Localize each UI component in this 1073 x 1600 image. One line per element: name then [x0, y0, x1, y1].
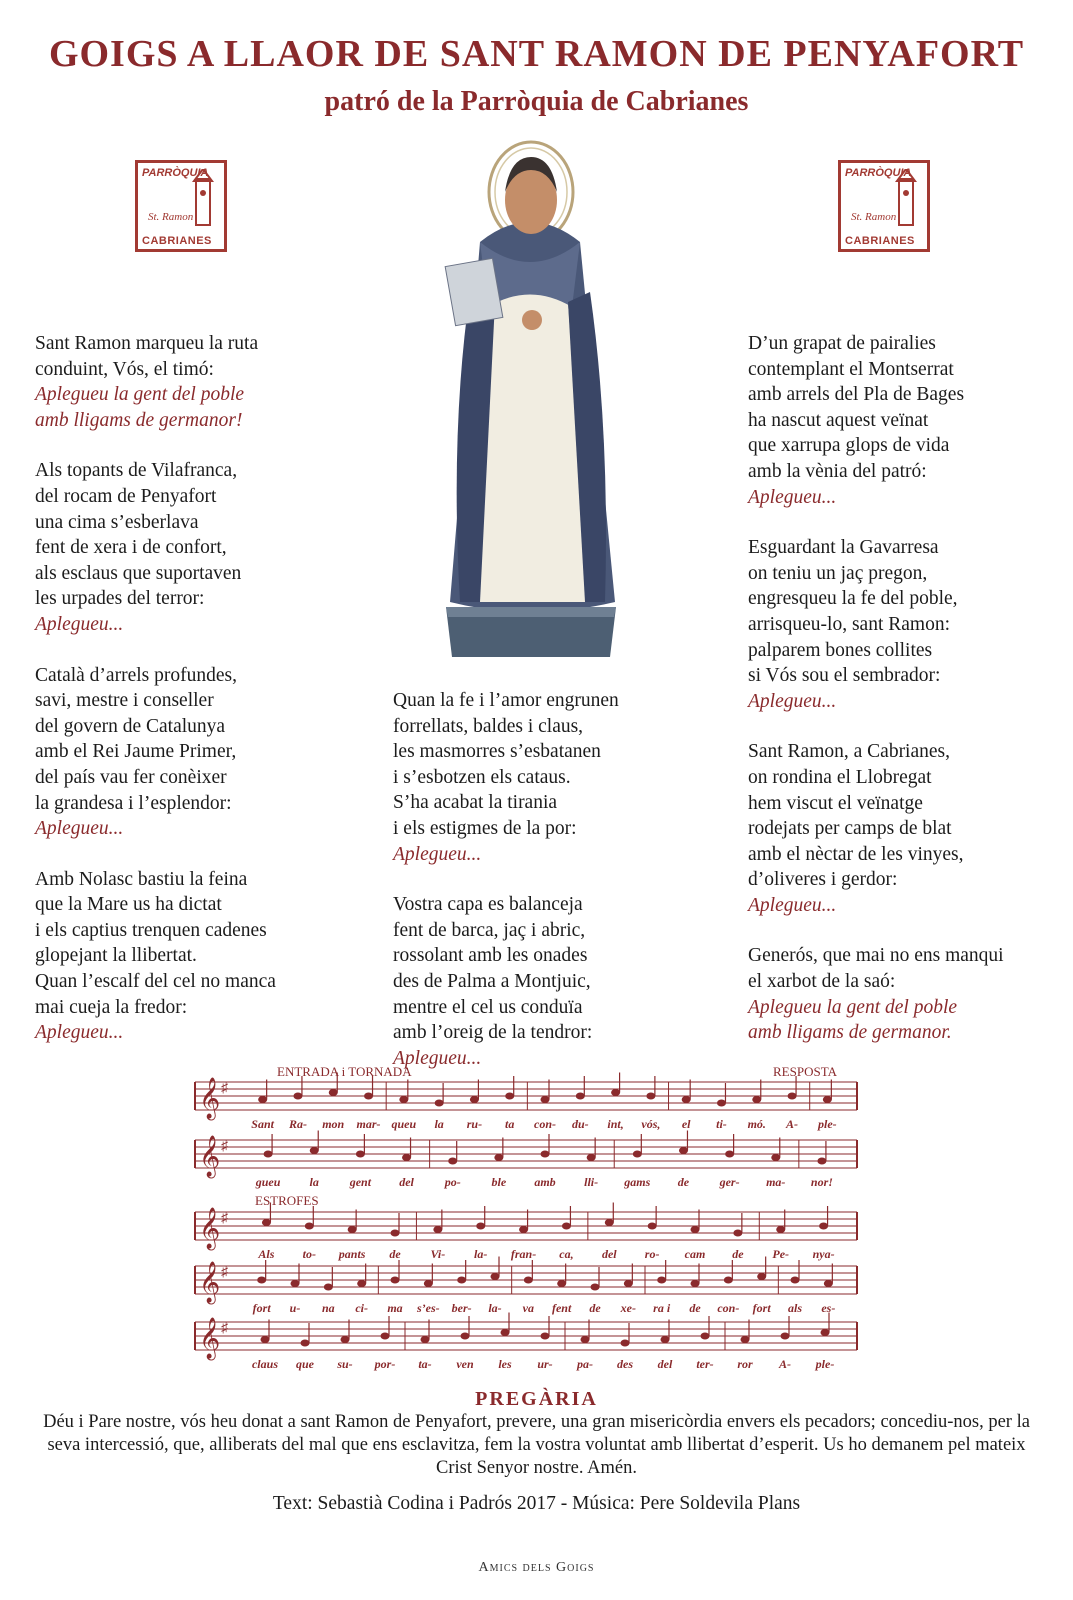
stanza [748, 535, 1058, 714]
stanza [35, 458, 365, 637]
refrain-line: Aplegueu... [35, 613, 124, 635]
lyric-syllable: que [296, 1357, 314, 1371]
note-head [757, 1273, 766, 1280]
lyric-syllable: ti- [716, 1117, 727, 1131]
note-head [776, 1226, 785, 1233]
verse-line: conduint, Vós, el timó: [35, 358, 214, 380]
note-head [293, 1093, 302, 1100]
refrain-line: Aplegueu... [393, 843, 482, 865]
note-head [519, 1226, 528, 1233]
key-sharp-icon: ♯ [221, 1321, 228, 1336]
note-head [752, 1096, 761, 1103]
lyric-syllable: s’es- [416, 1301, 440, 1315]
note-head [341, 1336, 350, 1343]
note-head [470, 1096, 479, 1103]
verse-line: del país vau fer conèixer [35, 766, 227, 788]
refrain-line: amb lligams de germanor. [748, 1022, 952, 1044]
lyric-syllable: ble [491, 1175, 507, 1189]
treble-clef-icon: 𝄞 [199, 1208, 221, 1248]
lyric-syllable: ta- [418, 1357, 432, 1371]
refrain-line: Aplegueu la gent del poble [35, 384, 245, 406]
lyric-syllable: pa- [577, 1357, 593, 1371]
lyric-syllable: to- [302, 1247, 316, 1261]
verse-line: d’oliveres i gerdor: [748, 869, 898, 891]
note-head [819, 1223, 828, 1230]
lyric-syllable: es- [821, 1301, 836, 1315]
note-head [823, 1096, 832, 1103]
verse-line: amb el nèctar de les vinyes, [748, 843, 964, 865]
note-head [624, 1280, 633, 1287]
lyric-syllable: int, [607, 1117, 624, 1131]
refrain-line: Aplegueu... [748, 486, 837, 508]
note-head [457, 1277, 466, 1284]
verse-line: glopejant la llibertat. [35, 945, 197, 967]
note-head [448, 1158, 457, 1165]
verse-line: i s’esbotzen els cataus. [393, 766, 571, 788]
lyric-syllable: del [601, 1247, 617, 1261]
saint-statue-image [440, 132, 620, 662]
note-head [357, 1280, 366, 1287]
lyric-syllable: su- [337, 1357, 353, 1371]
lyric-syllable: con- [534, 1117, 556, 1131]
note-head [494, 1154, 503, 1161]
verse-line: Generós, que mai no ens manqui [748, 945, 1004, 967]
stanza [393, 688, 693, 867]
note-head [691, 1280, 700, 1287]
verse-line: forrellats, baldes i claus, [393, 715, 584, 737]
note-head [646, 1093, 655, 1100]
verse-line: amb la vènia del patró: [748, 460, 927, 482]
note-head [461, 1333, 470, 1340]
verse-line: mentre el cel us conduïa [393, 996, 583, 1018]
stamp-middle-text: St. Ramon [851, 211, 897, 223]
verse-line: on rondina el Llobregat [748, 766, 932, 788]
verse-line: una cima s’esberlava [35, 511, 199, 533]
note-head [587, 1154, 596, 1161]
lyric-syllable: la [309, 1175, 319, 1189]
key-sharp-icon: ♯ [221, 1265, 228, 1280]
lyric-syllable: mó. [747, 1117, 766, 1131]
note-head [324, 1284, 333, 1291]
lyric-syllable: ci- [355, 1301, 368, 1315]
verse-line: les masmorres s’esbatanen [393, 741, 601, 763]
note-head [725, 1151, 734, 1158]
note-head [262, 1219, 271, 1226]
lyric-syllable: po- [444, 1175, 461, 1189]
note-head [261, 1336, 270, 1343]
verse-line: Català d’arrels profundes, [35, 664, 237, 686]
note-head [661, 1336, 670, 1343]
note-head [305, 1223, 314, 1230]
note-head [576, 1093, 585, 1100]
note-head [817, 1158, 826, 1165]
verses-column-middle [393, 688, 693, 1096]
note-head [824, 1280, 833, 1287]
verse-line: contemplant el Montserrat [748, 358, 954, 380]
score-label-resposta: RESPOSTA [773, 1064, 837, 1079]
verse-line: del govern de Catalunya [35, 715, 226, 737]
note-head [435, 1100, 444, 1107]
lyric-syllable: ur- [537, 1357, 553, 1371]
lyric-syllable: des [617, 1357, 633, 1371]
refrain-line: Aplegueu... [748, 894, 837, 916]
note-head [791, 1277, 800, 1284]
note-head [356, 1151, 365, 1158]
stanza [748, 331, 1058, 510]
note-head [724, 1277, 733, 1284]
note-head [391, 1277, 400, 1284]
verse-line: i els estigmes de la por: [393, 817, 577, 839]
lyric-syllable: ta [505, 1117, 515, 1131]
score-label-estrofes: ESTROFES [255, 1193, 319, 1208]
lyric-syllable: de [389, 1247, 401, 1261]
note-head [633, 1151, 642, 1158]
music-score [185, 1060, 865, 1380]
note-head [821, 1329, 830, 1336]
note-head [541, 1096, 550, 1103]
verse-line: que la Mare us ha dictat [35, 894, 222, 916]
note-head [611, 1089, 620, 1096]
lyric-syllable: ma- [766, 1175, 786, 1189]
verse-line: i els captius trenquen cadenes [35, 919, 267, 941]
note-head [682, 1096, 691, 1103]
credits: Text: Sebastià Codina i Padrós 2017 - Música: Pere Soldevila Plans [272, 1493, 801, 1514]
lyric-syllable: de [589, 1301, 601, 1315]
lyric-syllable: les [498, 1357, 512, 1371]
lyric-syllable: Vi- [430, 1247, 446, 1261]
signature: Amics dels Goigs [478, 1560, 595, 1575]
stanza [35, 867, 365, 1046]
lyric-syllable: Ra- [288, 1117, 307, 1131]
stamp-top-text: PARRÒQUIA [142, 167, 209, 179]
lyric-syllable: gams [624, 1175, 651, 1189]
verse-line: amb el Rei Jaume Primer, [35, 741, 237, 763]
note-head [433, 1226, 442, 1233]
lyric-syllable: queu [391, 1117, 417, 1131]
verse-line: rodejats per camps de blat [748, 818, 952, 840]
score-label-entrada: ENTRADA i TORNADA [277, 1064, 412, 1079]
lyric-syllable: u- [289, 1301, 301, 1315]
note-head [648, 1223, 657, 1230]
note-head [348, 1226, 357, 1233]
lyric-syllable: ca, [559, 1247, 574, 1261]
lyric-syllable: ror [737, 1357, 753, 1371]
verse-line: on teniu un jaç pregon, [748, 562, 928, 584]
verse-line: del rocam de Penyafort [35, 485, 217, 507]
note-head [771, 1154, 780, 1161]
prayer-title: PREGÀRIA [475, 1388, 598, 1410]
note-head [421, 1336, 430, 1343]
note-head [364, 1093, 373, 1100]
lyric-syllable: du- [571, 1117, 589, 1131]
verse-line: des de Palma a Montjuic, [393, 970, 591, 992]
verse-line: ha nascut aquest veïnat [748, 409, 929, 431]
verse-line: D’un grapat de pairalies [748, 333, 936, 354]
lyric-syllable: claus [251, 1357, 279, 1371]
note-head [605, 1219, 614, 1226]
note-head [541, 1333, 550, 1340]
lyric-syllable: gueu [255, 1175, 281, 1189]
verse-line: S’ha acabat la tirania [393, 792, 558, 814]
refrain-line: Aplegueu... [748, 690, 837, 712]
note-head [717, 1100, 726, 1107]
lyric-syllable: Sant [251, 1117, 274, 1131]
verse-line: als esclaus que suportaven [35, 562, 242, 584]
note-head [264, 1151, 273, 1158]
refrain-line: amb lligams de germanor! [35, 409, 243, 431]
key-sharp-icon: ♯ [221, 1139, 228, 1154]
note-head [562, 1223, 571, 1230]
prayer-text: Déu i Pare nostre, vós heu donat a sant Ramon de Penyafort, prevere, una gran misericòrdia envers els pecadors; concediu-nos, per la seva intercessió, que, alliberats del mal que ens esclavitza, fem la vostra voluntat amb llibertat d’esperit. Us ho demanem pel mateix Crist Senyor nostre. Amén. [43, 1412, 1030, 1478]
lyric-syllable: Als [258, 1247, 275, 1261]
verse-line: Sant Ramon marqueu la ruta [35, 333, 259, 354]
verse-line: hem viscut el veïnatge [748, 792, 923, 814]
note-head [701, 1333, 710, 1340]
verse-line: el xarbot de la saó: [748, 971, 896, 993]
verse-line: Vostra capa es balanceja [393, 894, 583, 916]
treble-clef-icon: 𝄞 [199, 1078, 221, 1118]
note-head [741, 1336, 750, 1343]
verse-line: les urpades del terror: [35, 588, 205, 610]
note-head [505, 1093, 514, 1100]
lyric-syllable: de [677, 1175, 690, 1189]
lyric-syllable: mar- [356, 1117, 381, 1131]
verses-column-right [748, 331, 1058, 1071]
lyric-syllable: con- [717, 1301, 740, 1315]
verse-line: arrisqueu-lo, sant Ramon: [748, 613, 950, 635]
lyric-syllable: ger- [719, 1175, 740, 1189]
page-subtitle: patró de la Parròquia de Cabrianes [324, 86, 749, 117]
lyric-syllable: ter- [696, 1357, 714, 1371]
stamp-top-text: PARRÒQUIA [845, 167, 912, 179]
note-head [788, 1093, 797, 1100]
note-head [581, 1336, 590, 1343]
lyric-syllable: gent [349, 1175, 372, 1189]
lyric-syllable: pants [338, 1247, 366, 1261]
verse-line: palparem bones collites [748, 639, 933, 661]
verses-column-left [35, 331, 365, 1071]
lyric-syllable: als [787, 1301, 803, 1315]
note-head [657, 1277, 666, 1284]
verse-line: engresqueu la fe del poble, [748, 588, 958, 610]
note-head [402, 1154, 411, 1161]
verse-line: Quan l’escalf del cel no manca [35, 971, 276, 993]
lyric-syllable: fran- [510, 1247, 537, 1261]
stanza [748, 739, 1058, 918]
parish-stamp-left [135, 160, 227, 252]
verse-line: si Vós sou el sembrador: [748, 665, 941, 687]
verse-line: Esguardant la Gavarresa [748, 537, 939, 559]
note-head [301, 1340, 310, 1347]
treble-clef-icon: 𝄞 [199, 1318, 221, 1358]
lyric-syllable: ven [456, 1357, 474, 1371]
key-sharp-icon: ♯ [221, 1211, 228, 1226]
verse-line: la grandesa i l’esplendor: [35, 792, 232, 814]
note-head [258, 1096, 267, 1103]
lyric-syllable: mon [322, 1117, 345, 1131]
note-head [381, 1333, 390, 1340]
lyric-syllable: el [681, 1117, 691, 1131]
lyric-syllable: del [399, 1175, 414, 1189]
note-head [557, 1280, 566, 1287]
stamp-middle-text: St. Ramon [148, 211, 194, 223]
lyric-syllable: ple- [815, 1357, 835, 1371]
verse-line: mai cueja la fredor: [35, 996, 188, 1018]
treble-clef-icon: 𝄞 [199, 1136, 221, 1176]
lyric-syllable: nor! [810, 1175, 833, 1189]
refrain-line: Aplegueu... [393, 1047, 482, 1069]
lyric-syllable: A- [786, 1117, 799, 1131]
lyric-syllable: ple- [818, 1117, 837, 1131]
verse-line: que xarrupa glops de vida [748, 435, 950, 457]
note-head [524, 1277, 533, 1284]
lyric-syllable: Pe- [772, 1247, 790, 1261]
stanza [748, 943, 1058, 1045]
note-head [476, 1223, 485, 1230]
verse-line: savi, mestre i conseller [35, 690, 214, 712]
verse-line: Amb Nolasc bastiu la feina [35, 868, 248, 890]
lyric-syllable: ru- [466, 1117, 483, 1131]
lyric-syllable: lli- [584, 1175, 599, 1189]
lyric-syllable: na [321, 1301, 335, 1315]
lyric-syllable: la- [474, 1247, 488, 1261]
stanza [35, 663, 365, 842]
lyric-syllable: amb [534, 1175, 556, 1189]
lyric-syllable: ra i [653, 1301, 671, 1315]
verse-line: fent de xera i de confort, [35, 537, 227, 559]
verse-line: amb arrels del Pla de Bages [748, 384, 965, 406]
note-head [733, 1230, 742, 1237]
stamp-bottom-text: CABRIANES [142, 235, 212, 247]
verse-line: amb l’oreig de la tendror: [393, 1022, 593, 1044]
verse-line: Sant Ramon, a Cabrianes, [748, 741, 950, 763]
stamp-bottom-text: CABRIANES [845, 235, 915, 247]
note-head [310, 1147, 319, 1154]
refrain-line: Aplegueu... [35, 818, 124, 840]
stanza [35, 331, 365, 433]
parish-stamp-right [838, 160, 930, 252]
lyric-syllable: de [689, 1301, 701, 1315]
refrain-line: Aplegueu la gent del poble [748, 996, 958, 1018]
note-head [491, 1273, 500, 1280]
refrain-line: Aplegueu... [35, 1022, 124, 1044]
page-title: GOIGS A LLAOR DE SANT RAMON DE PENYAFORT [48, 33, 1025, 75]
note-head [621, 1340, 630, 1347]
lyric-syllable: ma [387, 1301, 403, 1315]
verse-line: rossolant amb les onades [393, 945, 588, 967]
note-head [541, 1151, 550, 1158]
note-head [424, 1280, 433, 1287]
lyric-syllable: la- [488, 1301, 502, 1315]
lyric-syllable: nya- [812, 1247, 835, 1261]
lyric-syllable: ber- [451, 1301, 472, 1315]
lyric-syllable: ro- [644, 1247, 660, 1261]
lyric-syllable: fort [752, 1301, 771, 1315]
lyric-syllable: fort [252, 1301, 271, 1315]
note-head [691, 1226, 700, 1233]
lyric-syllable: A- [779, 1357, 791, 1371]
lyric-syllable: de [732, 1247, 744, 1261]
note-head [329, 1089, 338, 1096]
lyric-syllable: por- [374, 1357, 396, 1371]
stanza [393, 892, 693, 1071]
key-sharp-icon: ♯ [221, 1081, 228, 1096]
open-book [445, 258, 503, 325]
lyric-syllable: del [657, 1357, 673, 1371]
note-head [257, 1277, 266, 1284]
note-head [391, 1230, 400, 1237]
lyric-syllable: fent [551, 1301, 572, 1315]
note-head [781, 1333, 790, 1340]
note-head [679, 1147, 688, 1154]
lyric-syllable: va [522, 1301, 534, 1315]
treble-clef-icon: 𝄞 [199, 1262, 221, 1302]
verse-line: fent de barca, jaç i abric, [393, 919, 586, 941]
verse-line: Quan la fe i l’amor engrunen [393, 690, 619, 711]
note-head [591, 1284, 600, 1291]
lyric-syllable: vós, [641, 1117, 661, 1131]
verse-line: Als topants de Vilafranca, [35, 460, 238, 482]
note-head [501, 1329, 510, 1336]
lyric-syllable: la [434, 1117, 444, 1131]
lyric-syllable: xe- [620, 1301, 636, 1315]
note-head [399, 1096, 408, 1103]
lyric-syllable: cam [684, 1247, 706, 1261]
note-head [291, 1280, 300, 1287]
